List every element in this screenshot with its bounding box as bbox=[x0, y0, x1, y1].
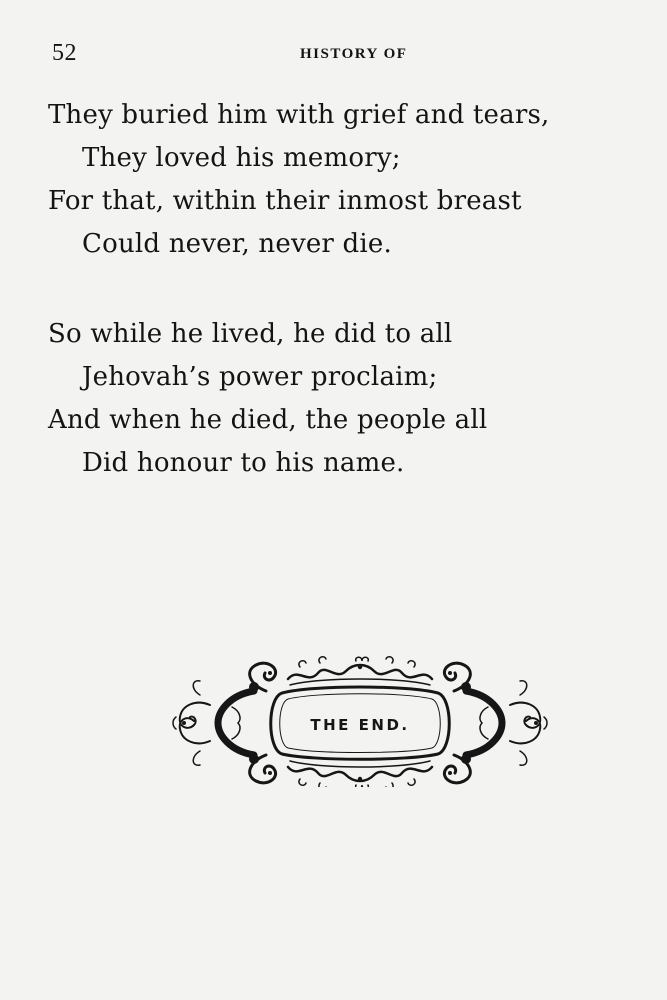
the-end-label: THE END. bbox=[310, 716, 410, 734]
poem-line: They buried him with grief and tears, bbox=[48, 100, 550, 130]
poem-line: Did honour to his name. bbox=[82, 448, 405, 478]
running-head-title: HISTORY OF bbox=[300, 46, 408, 62]
poem-line: Could never, never die. bbox=[82, 229, 392, 259]
poem-line: And when he died, the people all bbox=[48, 405, 488, 435]
poem-line: So while he lived, he did to all bbox=[48, 319, 453, 349]
scrollwork-frame-icon bbox=[170, 655, 550, 787]
poem-line: Jehovah’s power proclaim; bbox=[82, 362, 438, 392]
the-end-ornament bbox=[170, 655, 550, 787]
poem-line: They loved his memory; bbox=[82, 143, 401, 173]
page-number: 52 bbox=[52, 40, 77, 66]
poem-stanza bbox=[48, 94, 648, 266]
poem-stanza bbox=[48, 313, 648, 485]
poem-line: For that, within their inmost breast bbox=[48, 186, 522, 216]
